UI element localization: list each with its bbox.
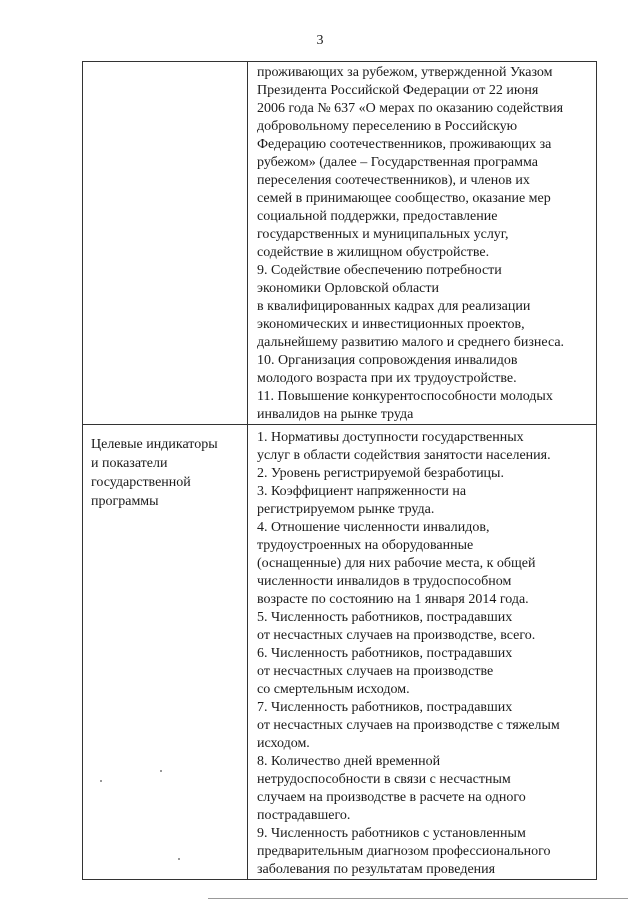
content-line: 8. Количество дней временной — [257, 754, 441, 769]
content-line: 2006 года № 637 «О мерах по оказанию содействия — [257, 101, 564, 116]
table-cell-content — [248, 425, 597, 880]
content-line: возрасте по состоянию на 1 января 2014 года. — [257, 592, 529, 607]
scan-speck — [160, 770, 162, 772]
cell-label-text — [83, 425, 247, 511]
content-line: проживающих за рубежом, утвержденной Указом — [257, 65, 553, 80]
label-line: Целевые индикаторы — [91, 437, 218, 452]
content-line: предварительным диагнозом профессионального — [257, 844, 551, 859]
content-line: молодого возраста при их трудоустройстве. — [257, 371, 517, 386]
content-line: рубежом» (далее – Государственная программа — [257, 155, 538, 170]
content-line: экономических и инвестиционных проектов, — [257, 317, 525, 332]
content-line: 9. Численность работников с установленным — [257, 826, 526, 841]
content-line: 6. Численность работников, пострадавших — [257, 646, 513, 661]
table-cell-label — [83, 62, 248, 425]
cell-content-text — [248, 425, 596, 879]
content-line: переселения соотечественников), и членов их — [257, 173, 530, 188]
content-line: от несчастных случаев на производстве с тяжелым — [257, 718, 560, 733]
content-line: случаем на производстве в расчете на одного — [257, 790, 526, 805]
content-line: 7. Численность работников, пострадавших — [257, 700, 513, 715]
content-line: трудоустроенных на оборудованные — [257, 538, 474, 553]
content-line: дальнейшему развитию малого и среднего бизнеса. — [257, 335, 565, 350]
content-line: 4. Отношение численности инвалидов, — [257, 520, 490, 535]
content-line: услуг в области содействия занятости населения. — [257, 448, 551, 463]
content-line: 2. Уровень регистрируемой безработицы. — [257, 466, 504, 481]
content-line: от несчастных случаев на производстве — [257, 664, 494, 679]
content-line: добровольному переселению в Российскую — [257, 119, 518, 134]
label-line: и показатели — [91, 456, 168, 471]
content-line: 10. Организация сопровождения инвалидов — [257, 353, 518, 368]
content-line: государственных и муниципальных услуг, — [257, 227, 509, 242]
content-line: семей в принимающее сообщество, оказание мер — [257, 191, 551, 206]
content-line: нетрудоспособности в связи с несчастным — [257, 772, 511, 787]
content-line: заболевания по результатам проведения — [257, 862, 496, 877]
content-line: Федерацию соотечественников, проживающих за — [257, 137, 552, 152]
content-line: численности инвалидов в трудоспособном — [257, 574, 512, 589]
scan-edge-line — [208, 898, 628, 899]
content-line: 3. Коэффициент напряженности на — [257, 484, 467, 499]
label-line: государственной — [91, 475, 191, 490]
content-line: инвалидов на рынке труда — [257, 407, 414, 422]
page-number: 3 — [316, 33, 324, 48]
content-line: в квалифицированных кадрах для реализации — [257, 299, 531, 314]
content-line: содействие в жилищном обустройстве. — [257, 245, 490, 260]
table-cell-content — [248, 62, 597, 425]
content-line: регистрируемом рынке труда. — [257, 502, 435, 517]
content-line: (оснащенные) для них рабочие места, к общей — [257, 556, 536, 571]
content-line: 9. Содействие обеспечению потребности — [257, 263, 502, 278]
content-line: пострадавшего. — [257, 808, 351, 823]
content-line: от несчастных случаев на производстве, всего. — [257, 628, 536, 643]
content-line: экономики Орловской области — [257, 281, 440, 296]
scan-speck — [178, 858, 180, 860]
cell-label-text — [83, 62, 247, 72]
content-line: социальной поддержки, предоставление — [257, 209, 498, 224]
label-line: программы — [91, 494, 159, 509]
table-cell-label — [83, 425, 248, 880]
content-line: 1. Нормативы доступности государственных — [257, 430, 524, 445]
content-line: исходом. — [257, 736, 310, 751]
scan-speck — [100, 780, 102, 782]
content-line: со смертельным исходом. — [257, 682, 410, 697]
content-line: 5. Численность работников, пострадавших — [257, 610, 513, 625]
content-line: 11. Повышение конкурентоспособности молодых — [257, 389, 553, 404]
program-passport-table — [82, 61, 597, 880]
cell-content-text — [248, 62, 596, 424]
table-row — [83, 62, 597, 425]
table-row — [83, 425, 597, 880]
content-line: Президента Российской Федерации от 22 июня — [257, 83, 539, 98]
